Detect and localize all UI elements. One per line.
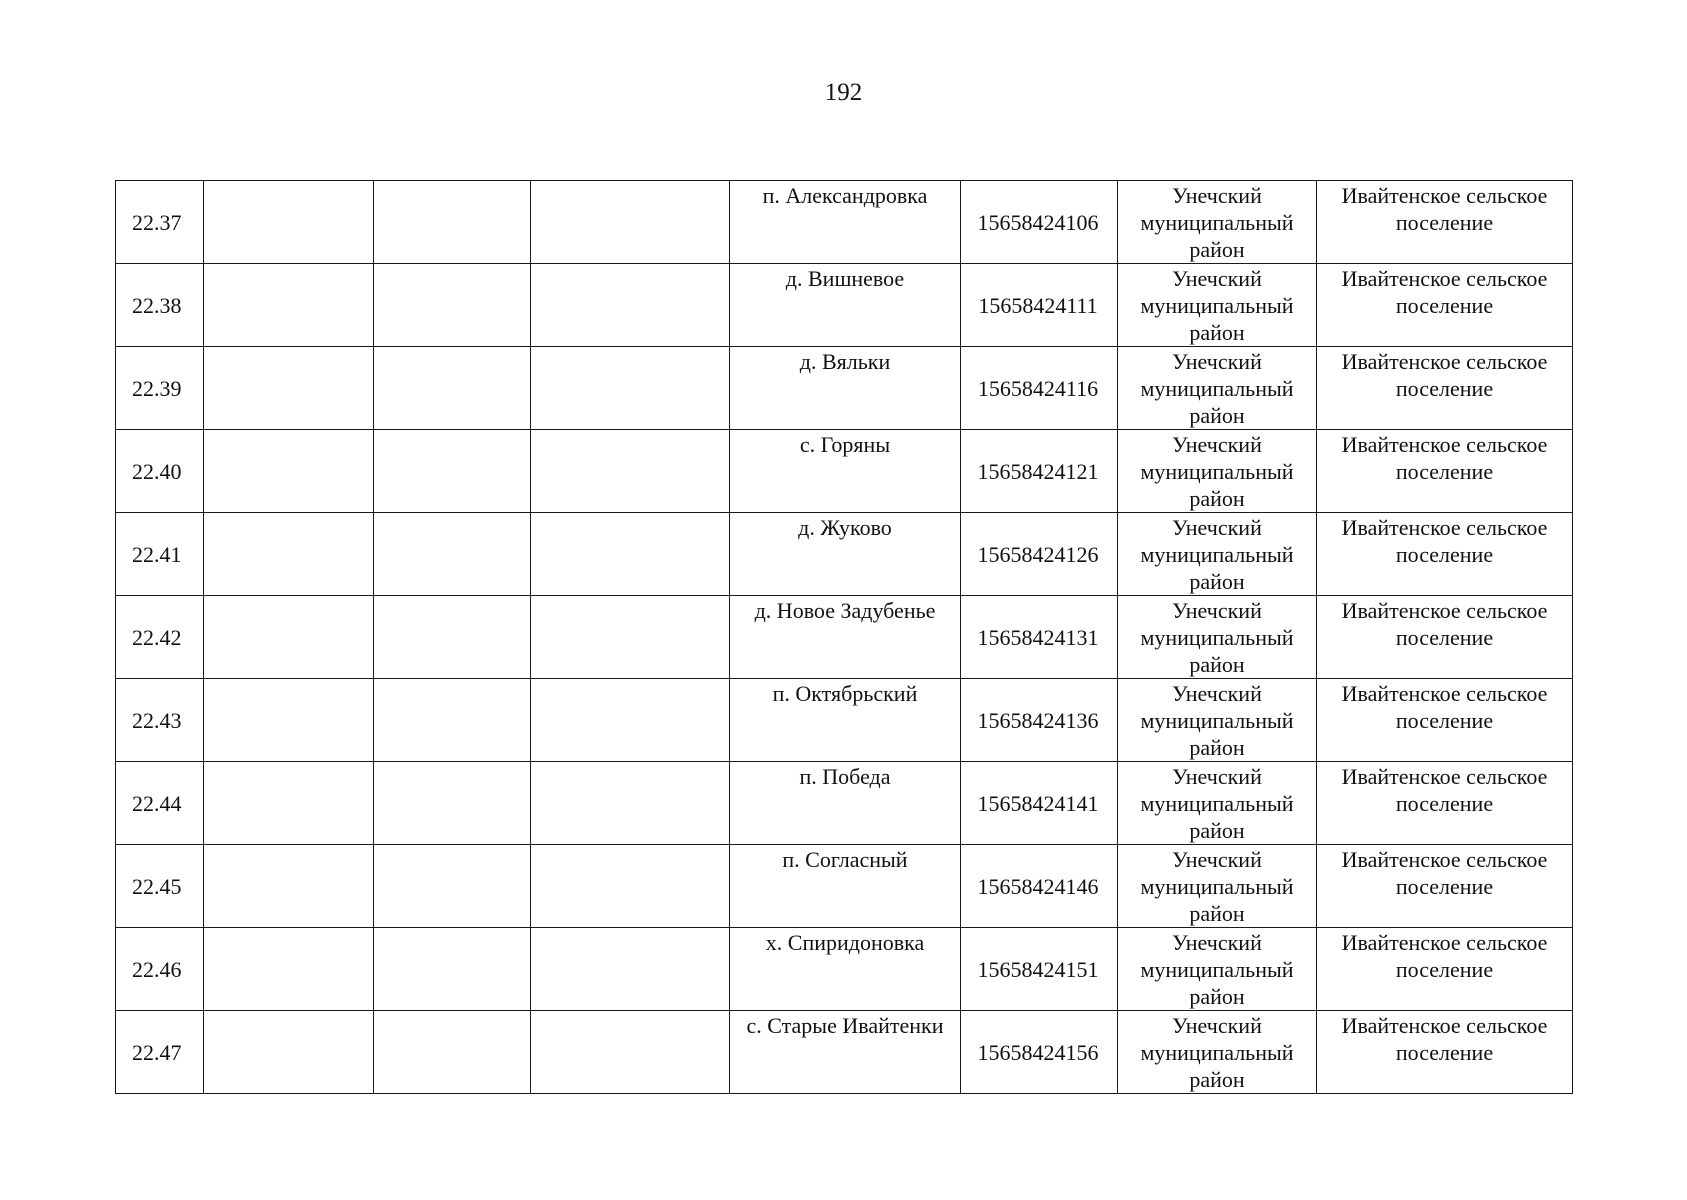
table-row xyxy=(116,596,1573,679)
settlements-table xyxy=(115,180,1573,1094)
empty-cell xyxy=(374,264,531,347)
empty-cell xyxy=(204,513,374,596)
empty-cell xyxy=(531,1011,730,1094)
empty-cell xyxy=(374,845,531,928)
settlement-name: Ивайтенское сельское поселение xyxy=(1317,513,1573,596)
empty-cell xyxy=(374,1011,531,1094)
oktmo-code: 15658424106 xyxy=(961,181,1118,264)
row-number: 22.43 xyxy=(116,679,204,762)
oktmo-code: 15658424141 xyxy=(961,762,1118,845)
empty-cell xyxy=(531,513,730,596)
empty-cell xyxy=(531,762,730,845)
settlement-name: Ивайтенское сельское поселение xyxy=(1317,430,1573,513)
district-name: Унечский муниципальный район xyxy=(1118,762,1317,845)
district-name: Унечский муниципальный район xyxy=(1118,845,1317,928)
settlement-name: Ивайтенское сельское поселение xyxy=(1317,181,1573,264)
table-row xyxy=(116,430,1573,513)
empty-cell xyxy=(374,596,531,679)
locality-name: х. Спиридоновка xyxy=(730,928,961,1011)
locality-name: д. Вишневое xyxy=(730,264,961,347)
oktmo-code: 15658424111 xyxy=(961,264,1118,347)
oktmo-code: 15658424116 xyxy=(961,347,1118,430)
table-row xyxy=(116,513,1573,596)
empty-cell xyxy=(204,596,374,679)
empty-cell xyxy=(374,181,531,264)
settlement-name: Ивайтенское сельское поселение xyxy=(1317,928,1573,1011)
row-number: 22.37 xyxy=(116,181,204,264)
table-row xyxy=(116,679,1573,762)
empty-cell xyxy=(374,347,531,430)
empty-cell xyxy=(204,181,374,264)
page-number: 192 xyxy=(824,79,863,106)
empty-cell xyxy=(531,679,730,762)
row-number: 22.44 xyxy=(116,762,204,845)
empty-cell xyxy=(204,430,374,513)
locality-name: д. Жуково xyxy=(730,513,961,596)
district-name: Унечский муниципальный район xyxy=(1118,513,1317,596)
empty-cell xyxy=(204,679,374,762)
row-number: 22.45 xyxy=(116,845,204,928)
locality-name: п. Александровка xyxy=(730,181,961,264)
row-number: 22.38 xyxy=(116,264,204,347)
empty-cell xyxy=(374,762,531,845)
oktmo-code: 15658424146 xyxy=(961,845,1118,928)
empty-cell xyxy=(374,430,531,513)
table-row xyxy=(116,928,1573,1011)
empty-cell xyxy=(531,347,730,430)
row-number: 22.41 xyxy=(116,513,204,596)
oktmo-code: 15658424151 xyxy=(961,928,1118,1011)
district-name: Унечский муниципальный район xyxy=(1118,1011,1317,1094)
table-row xyxy=(116,181,1573,264)
empty-cell xyxy=(204,928,374,1011)
table-body xyxy=(116,181,1573,1094)
table-row xyxy=(116,1011,1573,1094)
locality-name: п. Октябрьский xyxy=(730,679,961,762)
district-name: Унечский муниципальный район xyxy=(1118,181,1317,264)
table-row xyxy=(116,347,1573,430)
empty-cell xyxy=(374,513,531,596)
table-row xyxy=(116,845,1573,928)
settlement-name: Ивайтенское сельское поселение xyxy=(1317,596,1573,679)
empty-cell xyxy=(204,845,374,928)
settlement-name: Ивайтенское сельское поселение xyxy=(1317,762,1573,845)
district-name: Унечский муниципальный район xyxy=(1118,928,1317,1011)
locality-name: с. Старые Ивайтенки xyxy=(730,1011,961,1094)
locality-name: д. Вяльки xyxy=(730,347,961,430)
empty-cell xyxy=(531,430,730,513)
locality-name: п. Согласный xyxy=(730,845,961,928)
empty-cell xyxy=(374,679,531,762)
row-number: 22.39 xyxy=(116,347,204,430)
settlement-name: Ивайтенское сельское поселение xyxy=(1317,347,1573,430)
district-name: Унечский муниципальный район xyxy=(1118,596,1317,679)
empty-cell xyxy=(204,264,374,347)
locality-name: п. Победа xyxy=(730,762,961,845)
empty-cell xyxy=(531,181,730,264)
district-name: Унечский муниципальный район xyxy=(1118,679,1317,762)
table-row xyxy=(116,264,1573,347)
oktmo-code: 15658424131 xyxy=(961,596,1118,679)
row-number: 22.40 xyxy=(116,430,204,513)
empty-cell xyxy=(531,596,730,679)
empty-cell xyxy=(531,928,730,1011)
empty-cell xyxy=(531,845,730,928)
empty-cell xyxy=(204,347,374,430)
empty-cell xyxy=(204,762,374,845)
row-number: 22.46 xyxy=(116,928,204,1011)
locality-name: с. Горяны xyxy=(730,430,961,513)
empty-cell xyxy=(204,1011,374,1094)
oktmo-code: 15658424136 xyxy=(961,679,1118,762)
empty-cell xyxy=(531,264,730,347)
locality-name: д. Новое Задубенье xyxy=(730,596,961,679)
table-row xyxy=(116,762,1573,845)
settlement-name: Ивайтенское сельское поселение xyxy=(1317,1011,1573,1094)
oktmo-code: 15658424156 xyxy=(961,1011,1118,1094)
row-number: 22.47 xyxy=(116,1011,204,1094)
district-name: Унечский муниципальный район xyxy=(1118,347,1317,430)
settlement-name: Ивайтенское сельское поселение xyxy=(1317,264,1573,347)
row-number: 22.42 xyxy=(116,596,204,679)
district-name: Унечский муниципальный район xyxy=(1118,264,1317,347)
empty-cell xyxy=(374,928,531,1011)
settlement-name: Ивайтенское сельское поселение xyxy=(1317,679,1573,762)
oktmo-code: 15658424121 xyxy=(961,430,1118,513)
settlement-name: Ивайтенское сельское поселение xyxy=(1317,845,1573,928)
district-name: Унечский муниципальный район xyxy=(1118,430,1317,513)
oktmo-code: 15658424126 xyxy=(961,513,1118,596)
